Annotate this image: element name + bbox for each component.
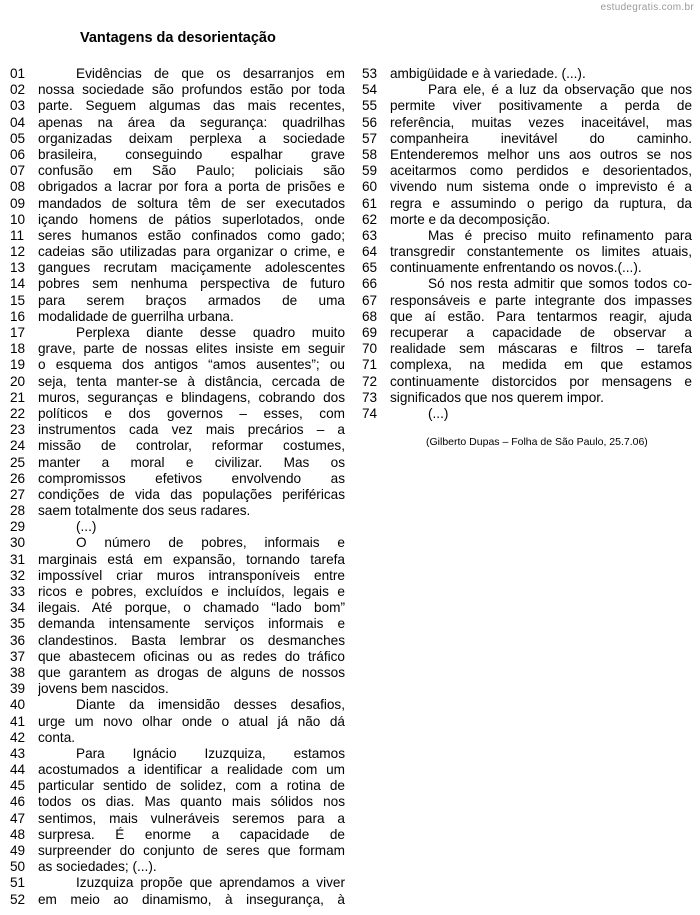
- line-text: sentimos, mais vulneráveis seremos para a: [38, 810, 345, 826]
- line-number: 47: [10, 810, 26, 826]
- text-line: [10, 778, 345, 794]
- text-line: [10, 196, 345, 212]
- text-line: [10, 293, 345, 309]
- line-number: 22: [10, 405, 26, 421]
- line-number: 30: [10, 535, 26, 551]
- line-number: 45: [10, 778, 26, 794]
- line-text: surpresa. É enorme a capacidade de: [38, 826, 345, 842]
- line-number: 49: [10, 843, 26, 858]
- text-line: [362, 374, 692, 390]
- line-text: seja, tenta manter-se à distância, cercada de: [38, 373, 345, 389]
- line-text: O número de pobres, informais e: [76, 535, 345, 551]
- site-watermark: estudegratis.com.br: [600, 2, 694, 13]
- text-line: [10, 82, 345, 98]
- line-number: 34: [10, 600, 26, 616]
- line-number: 20: [10, 373, 26, 389]
- text-line: [10, 503, 345, 519]
- line-number: 27: [10, 486, 26, 502]
- text-line: [10, 471, 345, 487]
- line-number: 15: [10, 292, 26, 308]
- line-number: 53: [362, 66, 378, 81]
- line-number: 06: [10, 146, 26, 162]
- line-number: 63: [362, 227, 378, 243]
- text-line: [362, 196, 692, 212]
- line-text: aceitarmos como perdidos e desorientados,: [390, 163, 692, 179]
- text-line: [10, 163, 345, 179]
- text-line: [10, 697, 345, 713]
- line-text: impossível criar muros intransponíveis entre: [38, 567, 345, 583]
- line-number: 54: [362, 82, 378, 98]
- line-number: 60: [362, 179, 378, 195]
- text-line: [10, 584, 345, 600]
- line-text: Só nos resta admitir que somos todos co-: [428, 276, 692, 292]
- line-number: 32: [10, 567, 26, 583]
- text-line: [10, 438, 345, 454]
- line-number: 71: [362, 357, 378, 373]
- text-line: [10, 811, 345, 827]
- text-line: [362, 357, 692, 373]
- line-text: (...): [428, 405, 449, 421]
- line-text: realidade sem máscaras e filtros – tarefa: [390, 341, 692, 357]
- text-line: [10, 649, 345, 665]
- line-text: mandados de soltura têm de ser executados: [38, 195, 345, 211]
- line-text: ambigüidade e à variedade. (...).: [390, 66, 586, 81]
- line-number: 74: [362, 405, 378, 421]
- text-line: [362, 66, 692, 82]
- line-number: 61: [362, 195, 378, 211]
- line-text: acostumados a identificar a realidade com um: [38, 762, 345, 778]
- text-line: [10, 98, 345, 114]
- line-text: obrigados a lacrar por fora a porta de prisões e: [38, 179, 345, 195]
- text-line: [10, 115, 345, 131]
- line-number: 39: [10, 681, 26, 697]
- line-number: 50: [10, 859, 26, 875]
- line-text: regra e assumindo o perigo da ruptura, da: [390, 195, 692, 211]
- line-text: saem totalmente dos seus radares.: [38, 503, 251, 519]
- line-text: particular sentido de solidez, com a rotina de: [38, 778, 345, 794]
- line-number: 31: [10, 551, 26, 567]
- line-text: que abastecem oficinas ou as redes do tráfico: [38, 648, 345, 664]
- line-text: manter a moral e civilizar. Mas os: [38, 454, 345, 470]
- text-line: [10, 179, 345, 195]
- line-text: modalidade de guerrilha urbana.: [38, 308, 234, 324]
- line-number: 37: [10, 648, 26, 664]
- text-line: [362, 163, 692, 179]
- text-line: [362, 276, 692, 292]
- text-line: [10, 633, 345, 649]
- line-text: Evidências de que os desarranjos em: [76, 66, 345, 81]
- text-line: [10, 131, 345, 147]
- line-text: recuperar a capacidade de observar a: [390, 325, 692, 340]
- text-line: [10, 794, 345, 810]
- line-text: continuamente enfrentando os novos.(...).: [390, 260, 642, 276]
- line-number: 12: [10, 244, 26, 260]
- line-number: 44: [10, 762, 26, 778]
- text-line: [10, 374, 345, 390]
- line-text: políticos e dos governos – esses, com: [38, 405, 345, 421]
- article-title: Vantagens da desorientação: [80, 30, 276, 46]
- line-text: içando homens de pátios superlotados, onde: [38, 211, 345, 227]
- line-text: vivendo num sistema onde o imprevisto é a: [390, 179, 692, 195]
- line-text: Para ele, é a luz da observação que nos: [428, 82, 692, 98]
- text-line: [362, 131, 692, 147]
- line-number: 05: [10, 130, 26, 146]
- text-line: [10, 827, 345, 843]
- line-text: Diante da imensidão desses desafios,: [76, 697, 345, 713]
- text-line: [10, 422, 345, 438]
- line-text: Entenderemos melhor uns aos outros se nos: [390, 146, 692, 162]
- text-line: [362, 325, 692, 341]
- text-line: [362, 82, 692, 98]
- text-line: [10, 616, 345, 632]
- line-number: 08: [10, 179, 26, 195]
- line-text: companheira inevitável do caminho.: [390, 130, 692, 146]
- line-text: Para Ignácio Izuzquiza, estamos: [76, 745, 345, 761]
- text-line: [10, 746, 345, 762]
- line-text: condições de vida das populações periféricas: [38, 486, 345, 502]
- line-number: 21: [10, 389, 26, 405]
- line-number: 24: [10, 438, 26, 454]
- line-text: permite viver positivamente a perda de: [390, 98, 692, 114]
- line-number: 67: [362, 292, 378, 308]
- line-number: 66: [362, 276, 378, 292]
- line-text: seres humanos estão confinados como gado;: [38, 227, 345, 243]
- line-text: jovens bem nascidos.: [38, 681, 169, 697]
- line-text: urge um novo olhar onde o atual já não dá: [38, 713, 345, 729]
- line-text: parte. Seguem algumas das mais recentes,: [38, 98, 345, 114]
- text-line: [10, 535, 345, 551]
- text-line: [10, 228, 345, 244]
- text-line: [10, 260, 345, 276]
- text-line: [362, 228, 692, 244]
- line-text: para serem braços armados de uma: [38, 292, 345, 308]
- line-number: 19: [10, 357, 26, 373]
- line-text: transgredir constantemente os limites atuais,: [390, 244, 692, 260]
- line-number: 28: [10, 503, 26, 519]
- text-line: [362, 390, 692, 406]
- line-number: 01: [10, 66, 26, 81]
- text-line: [10, 714, 345, 730]
- line-text: ricos e pobres, excluídos e incluídos, legais e: [38, 584, 345, 599]
- line-text: Izuzquiza propõe que aprendamos a viver: [76, 875, 345, 891]
- line-text: referência, muitas vezes inaceitável, mas: [390, 114, 692, 130]
- text-line: [10, 212, 345, 228]
- line-number: 33: [10, 584, 26, 599]
- line-number: 65: [362, 260, 378, 276]
- line-text: as sociedades; (...).: [38, 859, 157, 875]
- line-text: surpreender do conjunto de seres que formam: [38, 843, 345, 858]
- text-line: [10, 843, 345, 859]
- text-column-right: [362, 66, 692, 422]
- line-text: continuamente distorcidos por mensagens e: [390, 373, 692, 389]
- line-text: demanda intensamente serviços informais e: [38, 616, 345, 632]
- line-number: 46: [10, 794, 26, 810]
- text-line: [10, 66, 345, 82]
- line-text: pobres sem nenhuma perspectiva de futuro: [38, 276, 345, 292]
- line-text: organizadas deixam perplexa a sociedade: [38, 130, 345, 146]
- text-line: [10, 309, 345, 325]
- line-number: 51: [10, 875, 26, 891]
- text-line: [10, 681, 345, 697]
- text-column-left: [10, 66, 345, 908]
- line-number: 41: [10, 713, 26, 729]
- line-text: clandestinos. Basta lembrar os desmanches: [38, 632, 345, 648]
- text-line: [10, 455, 345, 471]
- text-line: [362, 406, 692, 422]
- text-line: [362, 244, 692, 260]
- line-text: morte e da decomposição.: [390, 211, 551, 227]
- text-line: [10, 892, 345, 908]
- text-line: [362, 309, 692, 325]
- line-text: gangues recrutam maciçamente adolescentes: [38, 260, 345, 276]
- line-text: confusão em São Paulo; policiais são: [38, 163, 345, 179]
- line-number: 58: [362, 146, 378, 162]
- line-text: (...): [76, 519, 97, 535]
- line-number: 29: [10, 519, 26, 535]
- line-text: conta.: [38, 729, 76, 745]
- text-line: [10, 568, 345, 584]
- text-line: [10, 519, 345, 535]
- line-number: 36: [10, 632, 26, 648]
- line-number: 40: [10, 697, 26, 713]
- line-number: 25: [10, 454, 26, 470]
- line-text: ilegais. Até porque, o chamado “lado bom”: [38, 600, 345, 616]
- line-text: brasileira, conseguindo espalhar grave: [38, 146, 345, 162]
- text-line: [362, 115, 692, 131]
- line-text: em meio ao dinamismo, à insegurança, à: [38, 891, 345, 907]
- text-line: [10, 859, 345, 875]
- text-line: [10, 325, 345, 341]
- text-line: [362, 260, 692, 276]
- text-line: [10, 147, 345, 163]
- line-number: 23: [10, 422, 26, 438]
- text-line: [10, 341, 345, 357]
- line-number: 68: [362, 308, 378, 324]
- text-line: [10, 406, 345, 422]
- text-line: [10, 244, 345, 260]
- line-text: marginais está em expansão, tornando tarefa: [38, 551, 345, 567]
- line-number: 14: [10, 276, 26, 292]
- line-number: 62: [362, 211, 378, 227]
- line-text: compromissos efetivos envolvendo as: [38, 470, 345, 486]
- line-text: que aí estão. Para tentarmos reagir, ajuda: [390, 308, 692, 324]
- line-number: 70: [362, 341, 378, 357]
- line-number: 43: [10, 745, 26, 761]
- line-text: Mas é preciso muito refinamento para: [428, 227, 692, 243]
- text-line: [10, 762, 345, 778]
- line-number: 03: [10, 98, 26, 114]
- source-citation: (Gilberto Dupas – Folha de São Paulo, 25.7.06): [426, 436, 648, 448]
- line-number: 38: [10, 664, 26, 680]
- text-line: [362, 179, 692, 195]
- line-number: 11: [10, 227, 25, 243]
- text-line: [362, 147, 692, 163]
- text-line: [10, 487, 345, 503]
- text-line: [362, 293, 692, 309]
- line-text: complexa, na medida em que estamos: [390, 357, 692, 373]
- text-line: [10, 390, 345, 406]
- text-line: [10, 600, 345, 616]
- line-text: muros, seguranças e blindagens, cobrando dos: [38, 389, 345, 405]
- line-text: Perplexa diante desse quadro muito: [76, 325, 345, 340]
- line-text: nossa sociedade são profundos estão por toda: [38, 82, 345, 98]
- line-number: 17: [10, 325, 26, 340]
- line-text: missão de controlar, reformar costumes,: [38, 438, 345, 454]
- text-line: [362, 98, 692, 114]
- line-number: 52: [10, 891, 26, 907]
- line-number: 13: [10, 260, 26, 276]
- line-text: o esquema dos antigos “amos ausentes”; ou: [38, 357, 345, 373]
- line-text: que garantem as drogas de alguns de nossos: [38, 664, 345, 680]
- text-line: [10, 357, 345, 373]
- line-number: 35: [10, 616, 26, 632]
- text-line: [362, 341, 692, 357]
- line-number: 48: [10, 826, 26, 842]
- line-text: responsáveis e parte integrante dos impasses: [390, 292, 692, 308]
- text-line: [362, 212, 692, 228]
- line-number: 07: [10, 163, 26, 179]
- line-number: 64: [362, 244, 378, 260]
- text-line: [10, 875, 345, 891]
- line-text: instrumentos cada vez mais precários – a: [38, 422, 345, 438]
- line-text: cadeias são utilizadas para organizar o crime, e: [38, 244, 345, 260]
- line-number: 42: [10, 729, 26, 745]
- line-text: significados que nos querem impor.: [390, 389, 604, 405]
- line-number: 55: [362, 98, 378, 114]
- line-number: 10: [10, 211, 26, 227]
- text-line: [10, 730, 345, 746]
- line-text: apenas na área da segurança: quadrilhas: [38, 114, 345, 130]
- text-line: [10, 665, 345, 681]
- line-number: 72: [362, 373, 378, 389]
- line-number: 59: [362, 163, 378, 179]
- line-number: 73: [362, 389, 378, 405]
- line-number: 09: [10, 195, 26, 211]
- line-number: 04: [10, 114, 26, 130]
- text-line: [10, 276, 345, 292]
- line-number: 26: [10, 470, 26, 486]
- line-number: 02: [10, 82, 26, 98]
- line-number: 57: [362, 130, 378, 146]
- line-number: 56: [362, 114, 378, 130]
- line-number: 69: [362, 325, 378, 340]
- line-number: 18: [10, 341, 26, 357]
- line-number: 16: [10, 308, 26, 324]
- line-text: todos os dias. Mas quanto mais sólidos nos: [38, 794, 345, 810]
- text-line: [10, 552, 345, 568]
- line-text: grave, parte de nossas elites insiste em seguir: [38, 341, 345, 357]
